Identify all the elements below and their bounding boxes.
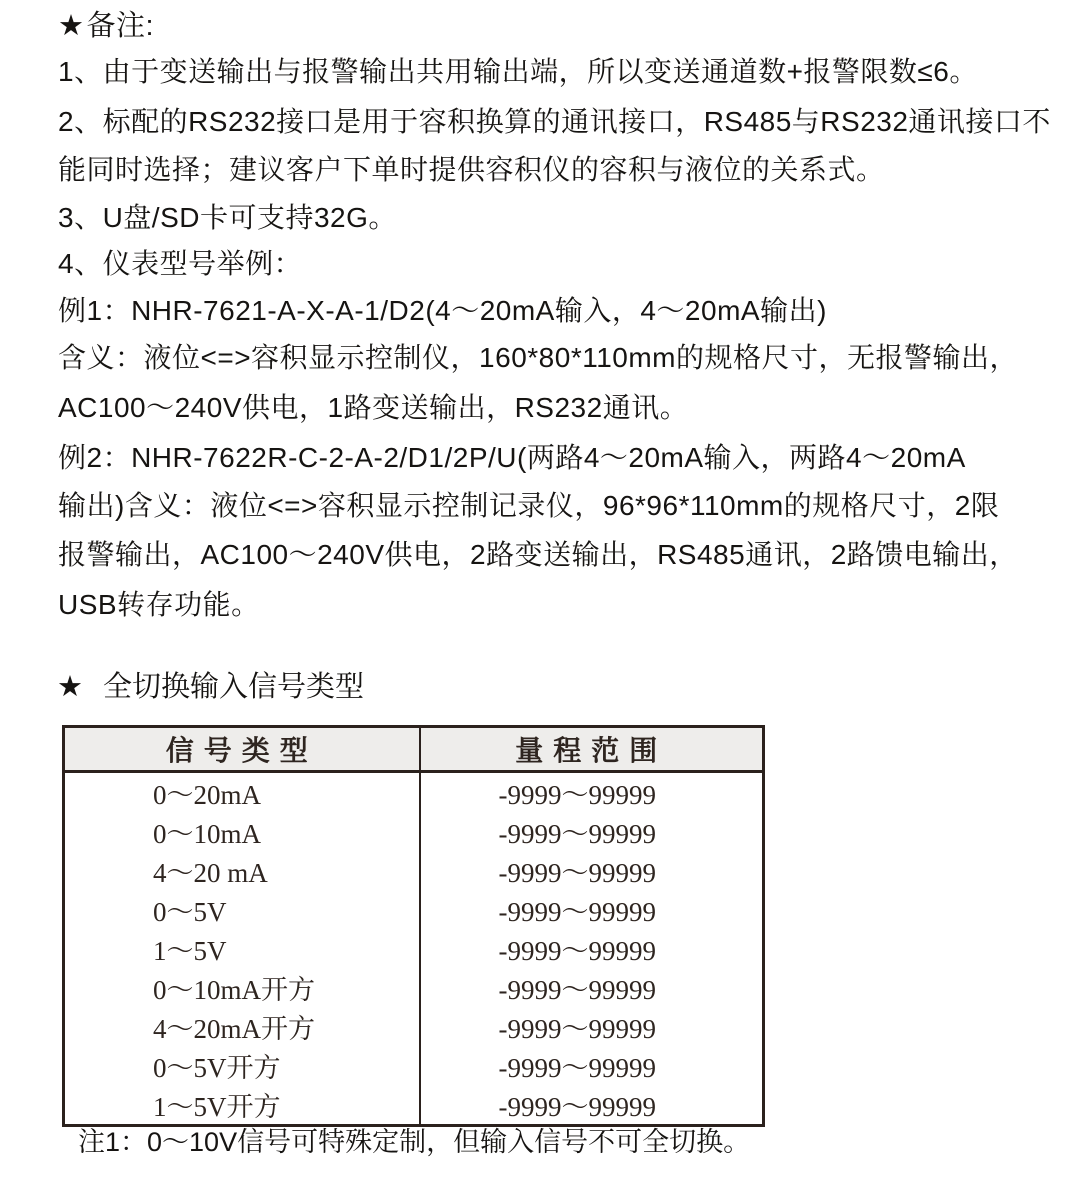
note-line: 含义：液位<=>容积显示控制仪，160*80*110mm的规格尺寸，无报警输出， (58, 342, 1018, 373)
signal-type-cell: 0～20mA (64, 772, 420, 813)
range-cell: -9999～99999 (498, 1014, 656, 1044)
notes-title-text: 备注: (86, 10, 155, 42)
range-cell: -9999～99999 (498, 936, 656, 966)
star-icon: ★ (58, 10, 85, 42)
range-cell: -9999～99999 (498, 819, 656, 849)
note-line: 4、仪表型号举例： (58, 248, 303, 279)
note-line: 2、标配的RS232接口是用于容积换算的通讯接口，RS485与RS232通讯接口不 (58, 106, 1051, 137)
note-line: 1、由于变送输出与报警输出共用输出端，所以变送通道数+报警限数≤6。 (58, 56, 978, 87)
table-row (64, 1007, 764, 1046)
range-cell: -9999～99999 (498, 1053, 656, 1083)
table-header-row (64, 727, 764, 772)
signal-section-title-text: 全切换输入信号类型 (103, 671, 365, 703)
table-row (64, 851, 764, 890)
signal-type-cell: 1～5V (64, 929, 420, 968)
note-line: USB转存功能。 (58, 589, 260, 620)
range-cell: -9999～99999 (498, 858, 656, 888)
table-row (64, 772, 764, 813)
star-icon: ★ (57, 671, 83, 703)
range-cell: -9999～99999 (498, 897, 656, 927)
note-line: AC100～240V供电，1路变送输出，RS232通讯。 (58, 392, 689, 423)
signal-type-cell: 4～20mA开方 (64, 1007, 420, 1046)
note-line: 例2：NHR-7622R-C-2-A-2/D1/2P/U(两路4～20mA输入，两路4～20mA (58, 442, 966, 473)
range-cell: -9999～99999 (498, 780, 656, 810)
table-row (64, 1046, 764, 1085)
column-header-range: 量程范围 (420, 727, 764, 772)
signal-type-cell: 4～20 mA (64, 851, 420, 890)
table-row (64, 968, 764, 1007)
note-line: 输出)含义：液位<=>容积显示控制记录仪，96*96*110mm的规格尺寸，2限 (58, 490, 1000, 521)
signal-type-table (62, 725, 765, 1127)
signal-section-title (57, 664, 364, 705)
column-header-signal-type: 信号类型 (64, 727, 420, 772)
note-line: 例1：NHR-7621-A-X-A-1/D2(4～20mA输入，4～20mA输出) (58, 295, 827, 326)
note-line: 能同时选择；建议客户下单时提供容积仪的容积与液位的关系式。 (58, 154, 885, 185)
table-row (64, 890, 764, 929)
note-line: 3、U盘/SD卡可支持32G。 (58, 202, 397, 233)
signal-type-cell: 0～5V (64, 890, 420, 929)
range-cell: -9999～99999 (498, 975, 656, 1005)
range-cell: -9999～99999 (498, 1092, 656, 1122)
table-row (64, 929, 764, 968)
signal-type-cell: 0～10mA (64, 812, 420, 851)
notes-title (58, 8, 154, 44)
signal-type-cell: 0～5V开方 (64, 1046, 420, 1085)
table-footnote: 注1：0～10V信号可特殊定制，但输入信号不可全切换。 (78, 1127, 751, 1157)
signal-type-cell: 0～10mA开方 (64, 968, 420, 1007)
signal-type-cell: 1～5V开方 (64, 1085, 420, 1126)
table-row (64, 812, 764, 851)
note-line: 报警输出，AC100～240V供电，2路变送输出，RS485通讯，2路馈电输出， (58, 539, 1018, 570)
